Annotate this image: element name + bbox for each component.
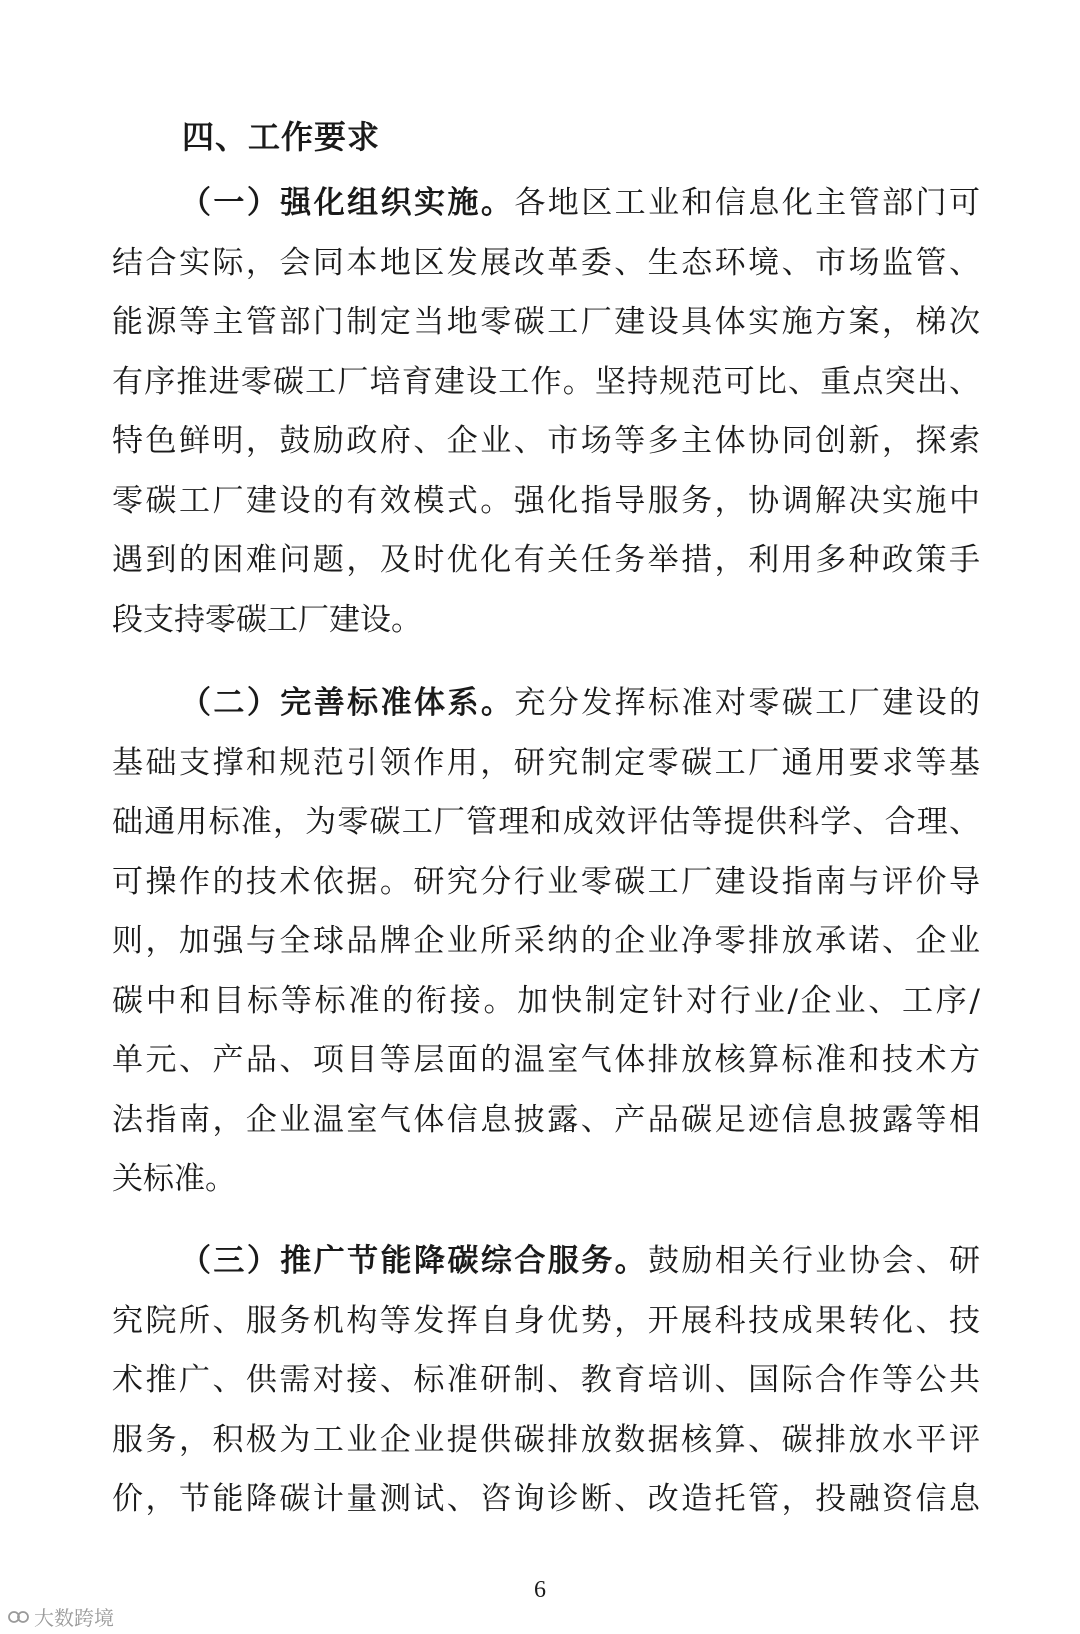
paragraph-line: 关标准。 (112, 1161, 236, 1197)
paragraph-lead: （三）推广节能降碳综合服务。 (180, 1243, 649, 1279)
paragraph-line: 价，节能降碳计量测试、咨询诊断、改造托管，投融资信息 (112, 1481, 980, 1517)
paragraph-standards (112, 674, 980, 1210)
paragraph-line: 特色鲜明，鼓励政府、企业、市场等多主体协同创新，探索 (112, 423, 980, 459)
paragraph-line: 术推广、供需对接、标准研制、教育培训、国际合作等公共 (112, 1362, 980, 1398)
paragraph-line: （一）强化组织实施。各地区工业和信息化主管部门可 (180, 185, 981, 221)
section-heading: 四、工作要求 (182, 118, 381, 156)
paragraph-line: 基础支撑和规范引领作用，研究制定零碳工厂通用要求等基 (112, 744, 980, 781)
page-number: 6 (534, 1577, 546, 1603)
paragraph-line: 法指南，企业温室气体信息披露、产品碳足迹信息披露等相 (112, 1101, 980, 1138)
paragraph-line: 则，加强与全球品牌企业所采纳的企业净零排放承诺、企业 (112, 923, 980, 959)
paragraph-lead: （一）强化组织实施。 (180, 185, 515, 221)
paragraph-line: 零碳工厂建设的有效模式。强化指导服务，协调解决实施中 (112, 482, 980, 519)
paragraph-line: 有序推进零碳工厂培育建设工作。坚持规范可比、重点突出、 (112, 363, 980, 400)
paragraph-line: 可操作的技术依据。研究分行业零碳工厂建设指南与评价导 (112, 863, 980, 900)
paragraph-line: （三）推广节能降碳综合服务。鼓励相关行业协会、研 (180, 1243, 981, 1279)
paragraph-line: 结合实际，会同本地区发展改革委、生态环境、市场监管、 (112, 244, 980, 281)
paragraph-line: 础通用标准，为零碳工厂管理和成效评估等提供科学、合理、 (112, 804, 980, 840)
paragraph-line: 能源等主管部门制定当地零碳工厂建设具体实施方案，梯次 (112, 304, 980, 340)
paragraph-organization (112, 174, 980, 650)
paragraph-line: 遇到的困难问题，及时优化有关任务举措，利用多种政策手 (112, 542, 980, 578)
paragraph-line: 究院所、服务机构等发挥自身优势，开展科技成果转化、技 (112, 1302, 980, 1339)
paragraph-line: 碳中和目标等标准的衔接。加快制定针对行业/企业、工序/ (112, 982, 980, 1019)
watermark (8, 1602, 114, 1631)
paragraph-line: 段支持零碳工厂建设。 (112, 601, 422, 638)
paragraph-services (112, 1232, 980, 1530)
brand-logo-icon (8, 1608, 30, 1626)
paragraph-line: 单元、产品、项目等层面的温室气体排放核算标准和技术方 (112, 1042, 980, 1078)
watermark-text: 大数跨境 (34, 1606, 114, 1630)
paragraph-lead: （二）完善标准体系。 (180, 685, 515, 721)
paragraph-line: （二）完善标准体系。充分发挥标准对零碳工厂建设的 (180, 685, 981, 721)
paragraph-line: 服务，积极为工业企业提供碳排放数据核算、碳排放水平评 (112, 1421, 980, 1458)
